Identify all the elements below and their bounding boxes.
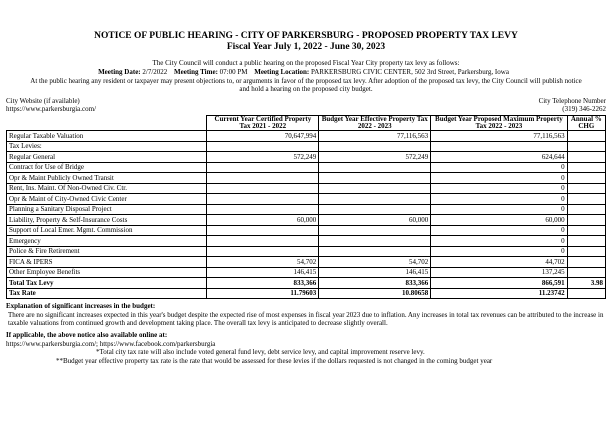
row-label: Tax Levies: — [7, 141, 207, 152]
proposed-max-cell: 0 — [431, 183, 567, 194]
proposed-max-cell: 44,702 — [431, 257, 567, 268]
meeting-time-label: Meeting Time: — [174, 68, 218, 77]
meeting-location-value: PARKERSBURG CIVIC CENTER, 502 3rd Street, Parkersburg, Iowa — [310, 68, 509, 77]
row-label: Emergency — [7, 236, 207, 247]
phone-label: City Telephone Number — [538, 97, 606, 106]
annual-change-cell — [567, 225, 605, 236]
annual-change-cell — [567, 194, 605, 205]
annual-change-cell: 3.98 — [567, 278, 605, 289]
footnote-total-rate: *Total city tax rate will also include voted general fund levy, debt service levy, and capital improvement reserve levy. — [96, 348, 425, 357]
phone-value: (319) 346-2262 — [562, 105, 606, 114]
proposed-max-cell: 0 — [431, 173, 567, 184]
table-header-annual-change: Annual % CHG — [567, 115, 605, 131]
annual-change-cell — [567, 288, 605, 299]
effective-cell — [319, 141, 431, 152]
table-row — [7, 288, 606, 299]
effective-cell: 60,000 — [319, 215, 431, 226]
table-row — [7, 215, 606, 226]
table-row — [7, 236, 606, 247]
effective-cell — [319, 173, 431, 184]
annual-change-cell — [567, 152, 605, 163]
proposed-max-cell: 0 — [431, 225, 567, 236]
notice-page — [6, 0, 606, 365]
explanation-text: There are no significant increases expected in this year's budget despite the expected rise of most expenses in fiscal year 2023 due to inflation. Any increases in total tax revenues can be attributed to the increase in taxable valuations from continued growth and development taking place. The overall tax levy is anticipated to decrease slightly overall. — [8, 310, 604, 327]
row-label: Opr & Maint of City-Owned Civic Center — [7, 194, 207, 205]
phone-block — [539, 97, 606, 113]
effective-cell — [319, 194, 431, 205]
current-year-cell — [207, 141, 319, 152]
proposed-max-cell: 77,116,563 — [431, 131, 567, 142]
table-row — [7, 278, 606, 289]
row-label: FICA & IPERS — [7, 257, 207, 268]
proposed-max-cell: 0 — [431, 194, 567, 205]
page-title — [6, 31, 606, 53]
website-block — [6, 97, 96, 113]
annual-change-cell — [567, 204, 605, 215]
meeting-details — [6, 68, 606, 76]
annual-change-cell — [567, 257, 605, 268]
current-year-cell — [207, 194, 319, 205]
online-heading: If applicable, the above notice also available online at: — [6, 331, 168, 340]
contact-info — [6, 97, 606, 113]
proposed-max-cell: 0 — [431, 236, 567, 247]
table-row — [7, 225, 606, 236]
effective-cell — [319, 183, 431, 194]
row-label: Planning a Sanitary Disposal Project — [7, 204, 207, 215]
table-row — [7, 173, 606, 184]
row-label: Support of Local Emer. Mgmt. Commission — [7, 225, 207, 236]
effective-cell: 54,702 — [319, 257, 431, 268]
table-row — [7, 246, 606, 257]
row-label: Regular Taxable Valuation — [7, 131, 207, 142]
website-label: City Website (if available) — [6, 97, 80, 106]
proposed-max-cell: 0 — [431, 246, 567, 257]
table-row — [7, 204, 606, 215]
table-row — [7, 152, 606, 163]
table-body — [7, 131, 606, 299]
current-year-cell — [207, 246, 319, 257]
row-label: Regular General — [7, 152, 207, 163]
footnote-effective-rate: **Budget year effective property tax rate is the rate that would be assessed for these levies if the dollars requested is not changed in the coming budget year — [56, 356, 493, 365]
meeting-location-label: Meeting Location: — [254, 68, 310, 77]
row-label: Other Employee Benefits — [7, 267, 207, 278]
proposed-max-cell: 60,000 — [431, 215, 567, 226]
current-year-cell — [207, 162, 319, 173]
current-year-cell — [207, 225, 319, 236]
current-year-cell: 70,647,994 — [207, 131, 319, 142]
table-header-blank — [7, 115, 207, 131]
annual-change-cell — [567, 236, 605, 247]
table-row — [7, 141, 606, 152]
effective-cell: 77,116,563 — [319, 131, 431, 142]
proposed-max-cell: 0 — [431, 204, 567, 215]
title-line-1: NOTICE OF PUBLIC HEARING - CITY OF PARKERSBURG - PROPOSED PROPERTY TAX LEVY — [94, 31, 518, 41]
table-header-proposed-max: Budget Year Proposed Maximum Property Tax 2022 - 2023 — [431, 115, 567, 131]
meeting-time-value: 07:00 PM — [219, 68, 248, 77]
annual-change-cell — [567, 246, 605, 257]
proposed-max-cell: 624,644 — [431, 152, 567, 163]
effective-cell — [319, 236, 431, 247]
online-links[interactable]: https://www.parkersburgia.com/; https://www.facebook.com/parkersburgia — [6, 339, 216, 348]
current-year-cell — [207, 236, 319, 247]
explanation-heading: Explanation of significant increases in the budget: — [6, 302, 156, 311]
table-row — [7, 131, 606, 142]
proposed-max-cell: 0 — [431, 162, 567, 173]
annual-change-cell — [567, 267, 605, 278]
table-header-current-year: Current Year Certified Property Tax 2021 - 2022 — [207, 115, 319, 131]
effective-cell — [319, 225, 431, 236]
annual-change-cell — [567, 131, 605, 142]
current-year-cell: 11.79603 — [207, 288, 319, 299]
effective-cell: 833,366 — [319, 278, 431, 289]
proposed-max-cell: 11.23742 — [431, 288, 567, 299]
table-header-row — [7, 115, 606, 131]
annual-change-cell — [567, 173, 605, 184]
current-year-cell: 833,366 — [207, 278, 319, 289]
current-year-cell: 572,249 — [207, 152, 319, 163]
current-year-cell — [207, 173, 319, 184]
table-row — [7, 194, 606, 205]
effective-cell: 146,415 — [319, 267, 431, 278]
current-year-cell — [207, 183, 319, 194]
proposed-max-cell: 866,591 — [431, 278, 567, 289]
tax-levy-table — [6, 115, 606, 300]
table-row — [7, 267, 606, 278]
title-line-2: Fiscal Year July 1, 2022 - June 30, 2023 — [226, 41, 386, 52]
effective-cell: 10.80658 — [319, 288, 431, 299]
row-label: Opr & Maint Publicly Owned Transit — [7, 173, 207, 184]
row-label: Total Tax Levy — [7, 278, 207, 289]
intro-text: The City Council will conduct a public hearing on the proposed Fiscal Year City property tax levy as follows: — [152, 58, 460, 67]
effective-cell — [319, 246, 431, 257]
row-label: Contract for Use of Bridge — [7, 162, 207, 173]
effective-cell — [319, 162, 431, 173]
current-year-cell: 146,415 — [207, 267, 319, 278]
annual-change-cell — [567, 183, 605, 194]
row-label: Liability, Property & Self-Insurance Costs — [7, 215, 207, 226]
current-year-cell: 54,702 — [207, 257, 319, 268]
table-row — [7, 162, 606, 173]
row-label: Police & Fire Retirement — [7, 246, 207, 257]
current-year-cell: 60,000 — [207, 215, 319, 226]
website-link[interactable]: https://www.parkersburgia.com/ — [6, 105, 97, 114]
annual-change-cell — [567, 215, 605, 226]
row-label: Tax Rate — [7, 288, 207, 299]
annual-change-cell — [567, 141, 605, 152]
table-header-effective: Budget Year Effective Property Tax 2022 - 2023 — [319, 115, 431, 131]
annual-change-cell — [567, 162, 605, 173]
effective-cell: 572,249 — [319, 152, 431, 163]
current-year-cell — [207, 204, 319, 215]
explanation-section — [6, 302, 606, 327]
meeting-date-value: 2/7/2022 — [142, 68, 168, 77]
hearing-notice-text: At the public hearing any resident or taxpayer may present objections to, or arguments in favor of the proposed tax levy. After adoption of the proposed tax levy, the City Council will publish notice and hold a hearing on the proposed city budget. — [30, 76, 582, 94]
meeting-date-label: Meeting Date: — [98, 68, 141, 77]
table-row — [7, 183, 606, 194]
proposed-max-cell — [431, 141, 567, 152]
online-section — [6, 331, 606, 365]
effective-cell — [319, 204, 431, 215]
table-row — [7, 257, 606, 268]
row-label: Rent, Ins. Maint. Of Non-Owned Civ. Ctr. — [7, 183, 207, 194]
proposed-max-cell: 137,245 — [431, 267, 567, 278]
